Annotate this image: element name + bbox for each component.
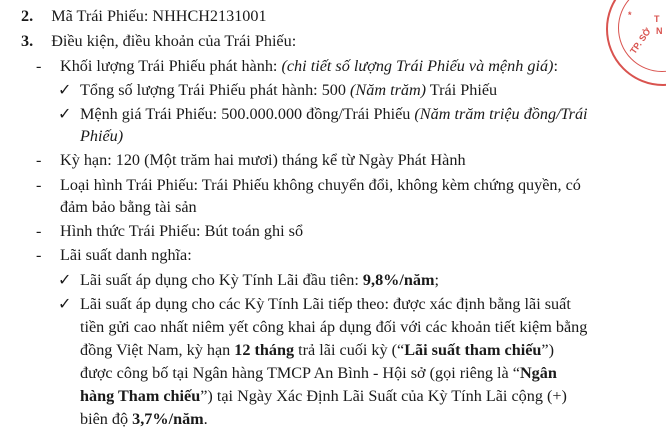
- stamp-text-n: N: [656, 26, 663, 36]
- rate-item: [36, 245, 192, 265]
- face-italic-2: Phiếu): [80, 127, 124, 145]
- first-rate-tail: ;: [434, 271, 439, 289]
- next-rate-ref-label: Lãi suất tham chiếu: [404, 341, 542, 359]
- next-rate-bank-label: hàng Tham chiếu: [80, 387, 201, 405]
- next-rate-l4b: Ngân: [519, 364, 557, 382]
- total-item: [58, 80, 498, 100]
- dash-bullet: -: [36, 57, 42, 75]
- section-3-text: Điều kiện, điều khoản của Trái Phiếu:: [51, 32, 297, 50]
- next-rate-term: 12 tháng: [234, 341, 295, 359]
- section-3: [21, 31, 296, 51]
- next-rate-line-4: [80, 363, 557, 383]
- dash-bullet: -: [36, 176, 42, 194]
- check-icon: ✓: [58, 271, 72, 289]
- total-tail: Trái Phiếu: [426, 81, 498, 99]
- volume-italic: (chi tiết số lượng Trái Phiếu và mệnh giá): [281, 57, 554, 75]
- face-text: Mệnh giá Trái Phiếu: 500.000.000 đồng/Trái Phiếu: [80, 105, 415, 123]
- next-rate-l6a: biên độ: [80, 410, 133, 428]
- form-item: [36, 221, 304, 241]
- form-text: Hình thức Trái Phiếu: Bút toán ghi sổ: [60, 222, 304, 240]
- total-italic: (Năm trăm): [350, 81, 427, 99]
- rate-text: Lãi suất danh nghĩa:: [60, 246, 192, 264]
- next-rate-l6c: .: [203, 410, 208, 428]
- dash-bullet: -: [36, 222, 42, 240]
- face-italic-1: (Năm trăm triệu đồng/Trái: [414, 105, 588, 123]
- type-line-1: Loại hình Trái Phiếu: Trái Phiếu không chuyển đổi, không kèm chứng quyền, có: [60, 176, 581, 194]
- next-rate-line-1: Lãi suất áp dụng cho các Kỳ Tính Lãi tiếp theo: được xác định bằng lãi suất: [80, 295, 571, 313]
- next-rate-line-5: [80, 386, 567, 406]
- next-rate-line-3: [80, 340, 554, 360]
- next-rate-l3c: trả lãi cuối kỳ (“: [294, 341, 405, 359]
- first-rate-text: Lãi suất áp dụng cho Kỳ Tính Lãi đầu tiên:: [80, 271, 363, 289]
- dash-bullet: -: [36, 151, 42, 169]
- type-line-2: đảm bảo bằng tài sản: [60, 198, 197, 216]
- next-rate-l4a: được công bố tại Ngân hàng TMCP An Bình - Hội sở (gọi riêng là “: [80, 364, 520, 382]
- term-item: [36, 150, 466, 170]
- next-rate-l5b: ”) tại Ngày Xác Định Lãi Suất của Kỳ Tính Lãi cộng (+): [200, 387, 567, 405]
- dash-bullet: -: [36, 246, 42, 264]
- section-2: [21, 6, 267, 26]
- total-text: Tổng số lượng Trái Phiếu phát hành: 500: [80, 81, 351, 99]
- first-rate-item: [58, 270, 439, 290]
- check-icon: ✓: [58, 81, 72, 99]
- check-icon: ✓: [58, 105, 72, 123]
- stamp-text-t: T: [654, 14, 660, 24]
- volume-tail: :: [553, 57, 558, 75]
- next-rate-l3a: đồng Việt Nam, kỳ hạn: [80, 341, 235, 359]
- first-rate-value: 9,8%/năm: [362, 271, 435, 289]
- next-rate-item: [58, 294, 571, 314]
- section-2-text: Mã Trái Phiếu: NHHCH2131001: [51, 7, 267, 25]
- next-rate-line-2: tiền gửi cao nhất niêm yết công khai áp dụng đối với các khoản tiết kiệm bằng: [80, 318, 588, 336]
- term-text: Kỳ hạn: 120 (Một trăm hai mươi) tháng kể từ Ngày Phát Hành: [60, 151, 466, 169]
- volume-item: [36, 56, 558, 76]
- face-item: [58, 104, 588, 124]
- stamp-text-tp: TP. SỞ: [628, 26, 653, 56]
- stamp-text-star: *: [628, 10, 632, 20]
- volume-text: Khối lượng Trái Phiếu phát hành:: [60, 57, 282, 75]
- check-icon: ✓: [58, 295, 72, 313]
- next-rate-line-6: [80, 409, 208, 429]
- next-rate-l3e: ”): [541, 341, 554, 359]
- type-item: [36, 175, 581, 195]
- section-3-number: 3.: [21, 32, 34, 50]
- next-rate-margin: 3,7%/năm: [132, 410, 204, 428]
- company-stamp: [606, 0, 666, 86]
- section-2-number: 2.: [21, 7, 34, 25]
